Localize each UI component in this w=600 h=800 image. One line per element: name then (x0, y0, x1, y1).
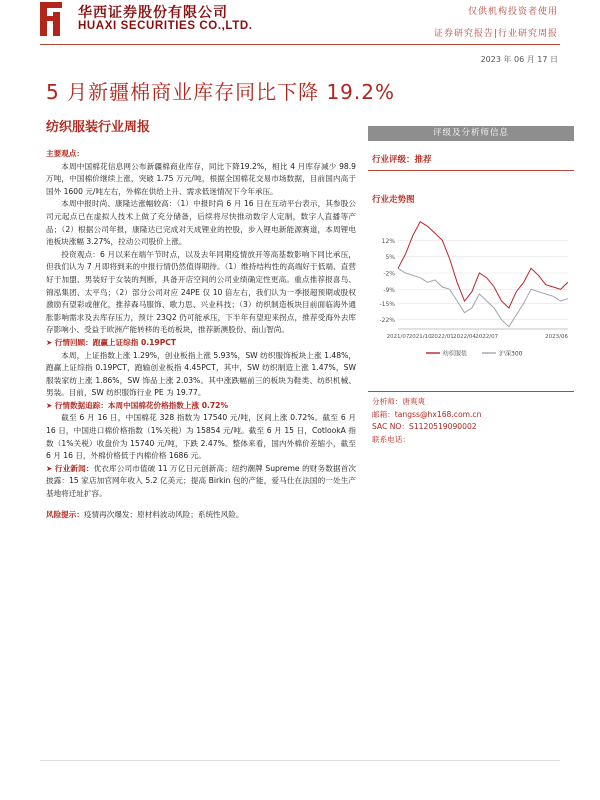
data-tracking-heading: ➤ 行情数据追踪：本周中国棉花价格指数上涨 0.72% (46, 400, 229, 410)
trend-chart (368, 209, 574, 371)
x-tick-label: 2021/10 (408, 334, 432, 340)
audience-tag: 仅供机构投资者使用 (467, 7, 558, 17)
huaxi-logo (40, 2, 70, 36)
trend-chart-title: 行业走势图 (372, 195, 415, 205)
y-tick-label: -9% (383, 286, 395, 294)
header-divider (40, 44, 560, 45)
trend-chart-svg (368, 209, 574, 371)
main-points-label: 主要观点： (46, 149, 84, 158)
legend-label: 纺织服装 (443, 350, 468, 358)
y-tick-label: 5% (385, 254, 395, 262)
y-tick-label: -15% (379, 300, 395, 308)
series-line (398, 268, 568, 326)
report-date: 2023 年 06 月 17 日 (480, 55, 558, 64)
market-review-paragraph: 本周，上证指数上涨 1.29%，创业板指上涨 5.93%，SW 纺织服饰板块上涨 1.48%，跑赢上证综指 0.19PCT，跑输创业板指 4.45PCT，其中，SW 纺织制造上涨 1.47%，SW 服装家纺上涨 1.86%，SW 饰品上涨 2.03%。其中涨跌幅前三的板块为鞋类、纺织机械、男装。目前，SW 纺织服饰行业 PE 为 19.77。 (46, 350, 356, 398)
sidebar-header: 评级及分析师信息 (368, 126, 574, 141)
industry-news-paragraph: ➤ 行业新闻：优衣库公司市值破 11 万亿日元创新高；纽约潮牌 Supreme 的财务数据首次披露：15 家店加官网年收入 5.2 亿美元；提高 Birkin 包的产能，爱马仕在法国的一处生产基地将迁址扩容。 (46, 463, 357, 499)
analyst-email[interactable]: tangss@hx168.com.cn (394, 409, 482, 419)
analyst-sac: S1120519090002 (409, 422, 477, 431)
analyst-info: 分析师：唐爽爽 邮箱：tangss@hx168.com.cn SAC NO：S1120519090002 联系电话： (372, 397, 482, 444)
analyst-divider (368, 391, 574, 392)
industry-rating: 行业评级：推荐 (372, 155, 432, 165)
rating-value: 推荐 (414, 155, 432, 165)
x-tick-label: 2021/07 (386, 334, 410, 340)
main-points-paragraph-2: 本周中报时尚、康隆达涨幅较高：（1）中报时尚 6 月 16 日在互动平台表示，其参股公司元起点已在虚拟人技术上做了充分储备，后续将尽快推动数字人定制，数字人直播等产品；（2）根据公司年报，康隆达已完成对天成锂业的控股，步入锂电新能源赛道，本周锂电池板块涨幅 3.27%，拉动公司股价上涨。 (46, 199, 356, 247)
report-type: 证券研究报告|行业研究周报 (433, 29, 558, 39)
risk-warning: 风险提示：疫情再次爆发；原材料波动风险；系统性风险。 (46, 509, 244, 519)
y-tick-label: -2% (383, 270, 395, 278)
x-tick-label: 2022/01 (430, 334, 454, 340)
market-review-heading: ➤ 行情回顾：跑赢上证综指 0.19PCT (46, 337, 177, 347)
analyst-name: 唐爽爽 (402, 397, 426, 406)
legend-label: 沪深300 (499, 350, 523, 358)
sidebar (368, 126, 574, 446)
investment-view-paragraph: 投资观点：6 月以来在端午节时点，以及去年同期疫情放开等高基数影响下同比承压，但我们认为 7 月即将到来的中报行情仍然值得期待。（1）维持结构性的高端好于低端、直营好于加盟、男装好于女装的判断，具备开店空间的公司业绩确定性更高。重点推荐报喜鸟、锦泓集团、太平鸟；（2）部分公司对应 24PE 仅 10 倍左右，我们认为一季报超预期或股权激励有望彩或催化，推荐森马服饰、歌力思、兴业科技；（3）纺织制造板块目前面临海外通胀影响需求及去库存压力，预计 23Q2 仍可能承压，下半年有望迎来拐点，推荐受海外去库存影响小、受益于欧洲产能转移的毛纺板块，推荐新澳股份、南山智尚。 (46, 249, 356, 335)
x-tick-label: 2023/06 (545, 334, 568, 340)
rating-divider (368, 170, 574, 171)
bullet-icon: ➤ (46, 400, 55, 410)
footer-divider (40, 760, 560, 761)
report-body (46, 148, 356, 521)
company-name-cn: 华西证券股份有限公司 (78, 5, 228, 21)
report-title: 5 月新疆棉商业库存同比下降 19.2% (46, 80, 395, 104)
data-tracking-paragraph: 截至 6 月 16 日，中国棉花 328 指数为 17540 元/吨，区间上涨 0.72%。截至 6 月 16 日，中国进口棉价格指数（1%关税）为 15854 元/吨。截至 6 月 15 日，CotlookA 指数（1%关税）收盘价为 15740 元/吨，下跌 2.47%。整体来看，国内外棉价差缩小，截至 6 月 16 日，外棉价格低于内棉价格 1686 元。 (46, 413, 356, 461)
report-subtitle: 纺织服装行业周报 (46, 120, 151, 135)
bullet-icon: ➤ (46, 337, 55, 347)
x-tick-label: 2022/07 (475, 334, 499, 340)
phone-label: 联系电话： (372, 434, 410, 444)
bullet-icon: ➤ (46, 463, 55, 473)
x-tick-label: 2022/04 (453, 334, 476, 340)
main-points-paragraph-1: 本周中国棉花信息网公布新疆棉商业库存，同比下降19.2%，相比 4 月库存减少 98.9 万吨，中国棉价继续上涨，突破 1.75 万元/吨，根据全国棉花交易市场数据，目前国内高于国外 1600 元/吨左右，外棉在供给上升、需求低迷情况下今年承压。 (46, 161, 356, 196)
series-line (398, 222, 568, 308)
company-name-en: HUAXI SECURITIES CO.,LTD. (78, 20, 253, 32)
y-tick-label: -22% (379, 317, 395, 325)
y-tick-label: 12% (381, 237, 395, 245)
